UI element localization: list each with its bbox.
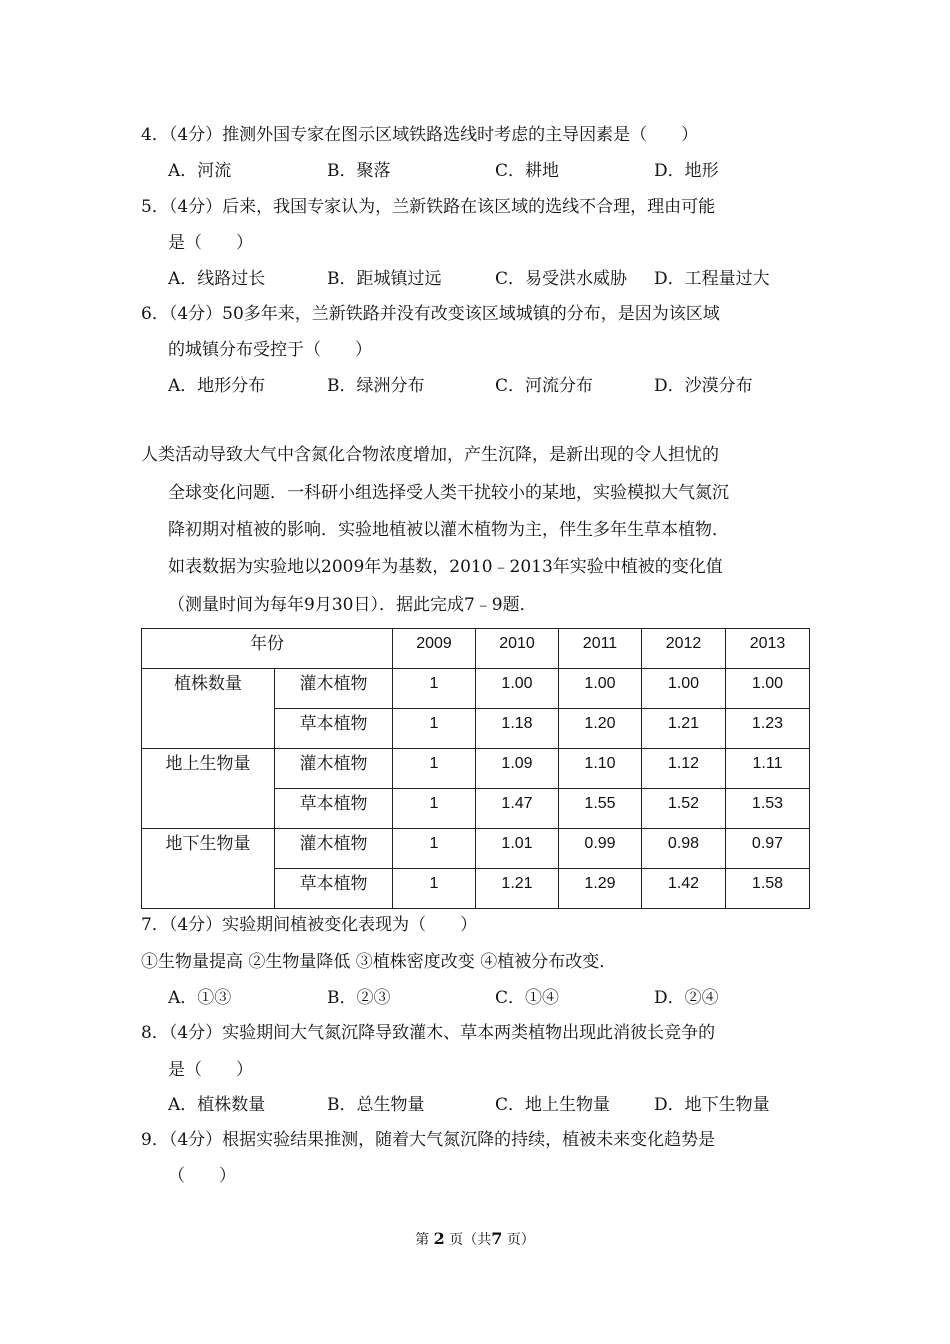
value-cell: 1.01 [476, 829, 559, 869]
q4-stem: 4．（4分）推测外国专家在图示区域铁路选线时考虑的主导因素是（ ） [141, 125, 699, 145]
q8-option-c: C．地上生物量 [495, 1095, 611, 1115]
value-cell: 1 [393, 829, 476, 869]
value-cell: 0.98 [642, 829, 726, 869]
plant-type: 草本植物 [275, 709, 393, 749]
value-cell: 1.00 [476, 669, 559, 709]
q6-option-d: D．沙漠分布 [654, 376, 753, 396]
value-cell: 1.47 [476, 789, 559, 829]
value-cell: 1.20 [559, 709, 642, 749]
q6-option-a: A．地形分布 [168, 376, 266, 396]
footer-middle: 页（共 [449, 1232, 492, 1248]
plant-type: 灌木植物 [275, 829, 393, 869]
value-cell: 1 [393, 709, 476, 749]
q8-option-d: D．地下生物量 [654, 1095, 770, 1115]
q8-option-a: A．植株数量 [168, 1095, 266, 1115]
value-cell: 1.52 [642, 789, 726, 829]
page-footer [0, 1228, 950, 1251]
header-year: 2010 [476, 629, 559, 669]
page-total: 7 [491, 1229, 503, 1248]
value-cell: 1 [393, 749, 476, 789]
value-cell: 1.21 [642, 709, 726, 749]
value-cell: 1.11 [726, 749, 810, 789]
value-cell: 1.12 [642, 749, 726, 789]
q7-option-d: D．②④ [654, 988, 719, 1008]
q9-stem-line2: （ ） [168, 1166, 236, 1186]
passage-line: 降初期对植被的影响．实验地植被以灌木植物为主，伴生多年生草本植物． [168, 520, 729, 540]
group-name: 地下生物量 [142, 829, 275, 909]
q8-option-b: B．总生物量 [327, 1095, 425, 1115]
q8-stem-line1: 8．（4分）实验期间大气氮沉降导致灌木、草本两类植物出现此消彼长竞争的 [141, 1023, 716, 1043]
header-year: 2009 [393, 629, 476, 669]
passage-line: 人类活动导致大气中含氮化合物浓度增加，产生沉降，是新出现的令人担忧的 [141, 445, 719, 465]
q4-option-b: B．聚落 [327, 161, 391, 181]
value-cell: 1.00 [642, 669, 726, 709]
passage-line: （测量时间为每年9月30日）．据此完成7﹣9题． [168, 595, 537, 615]
header-year: 2011 [559, 629, 642, 669]
value-cell: 1.42 [642, 869, 726, 909]
q5-stem-line2: 是（ ） [168, 233, 253, 253]
value-cell: 1.21 [476, 869, 559, 909]
value-cell: 1.10 [559, 749, 642, 789]
value-cell: 1.58 [726, 869, 810, 909]
page-number: 2 [433, 1229, 445, 1248]
value-cell: 1 [393, 669, 476, 709]
value-cell: 1.53 [726, 789, 810, 829]
header-year-label: 年份 [142, 629, 393, 669]
q7-option-a: A．①③ [168, 988, 232, 1008]
value-cell: 1 [393, 789, 476, 829]
q4-option-d: D．地形 [654, 161, 719, 181]
q6-option-c: C．河流分布 [495, 376, 594, 396]
q9-stem-line1: 9．（4分）根据实验结果推测，随着大气氮沉降的持续，植被未来变化趋势是 [141, 1130, 716, 1150]
header-year: 2013 [726, 629, 810, 669]
group-name: 植株数量 [142, 669, 275, 749]
q5-option-b: B．距城镇过远 [327, 269, 442, 289]
plant-type: 草本植物 [275, 789, 393, 829]
q7-option-c: C．①④ [495, 988, 560, 1008]
passage-line: 全球变化问题．一科研小组选择受人类干扰较小的某地，实验模拟大气氮沉 [168, 483, 729, 503]
footer-prefix: 第 [415, 1232, 430, 1248]
value-cell: 0.99 [559, 829, 642, 869]
vegetation-data-table [141, 628, 810, 909]
value-cell: 1.18 [476, 709, 559, 749]
table-row [142, 669, 810, 709]
q6-stem-line1: 6．（4分）50多年来，兰新铁路并没有改变该区域城镇的分布，是因为该区域 [141, 304, 720, 324]
table-row [142, 829, 810, 869]
q6-option-b: B．绿洲分布 [327, 376, 425, 396]
q7-statements: ①生物量提高 ②生物量降低 ③植株密度改变 ④植被分布改变． [141, 952, 617, 972]
q6-stem-line2: 的城镇分布受控于（ ） [168, 340, 372, 360]
passage-line: 如表数据为实验地以2009年为基数，2010﹣2013年实验中植被的变化值 [168, 557, 723, 577]
q5-option-a: A．线路过长 [168, 269, 266, 289]
q5-option-c: C．易受洪水威胁 [495, 269, 628, 289]
value-cell: 0.97 [726, 829, 810, 869]
value-cell: 1.09 [476, 749, 559, 789]
footer-suffix: 页） [506, 1232, 535, 1248]
q4-option-c: C．耕地 [495, 161, 560, 181]
plant-type: 草本植物 [275, 869, 393, 909]
q8-stem-line2: 是（ ） [168, 1060, 253, 1080]
value-cell: 1.23 [726, 709, 810, 749]
value-cell: 1.00 [726, 669, 810, 709]
q5-option-d: D．工程量过大 [654, 269, 770, 289]
header-year: 2012 [642, 629, 726, 669]
plant-type: 灌木植物 [275, 669, 393, 709]
q5-stem-line1: 5．（4分）后来，我国专家认为，兰新铁路在该区域的选线不合理，理由可能 [141, 197, 716, 217]
table-header-row [142, 629, 810, 669]
value-cell: 1.55 [559, 789, 642, 829]
plant-type: 灌木植物 [275, 749, 393, 789]
value-cell: 1.29 [559, 869, 642, 909]
q7-stem: 7．（4分）实验期间植被变化表现为（ ） [141, 915, 478, 935]
q7-option-b: B．②③ [327, 988, 391, 1008]
value-cell: 1 [393, 869, 476, 909]
group-name: 地上生物量 [142, 749, 275, 829]
table-row [142, 749, 810, 789]
q4-option-a: A．河流 [168, 161, 232, 181]
value-cell: 1.00 [559, 669, 642, 709]
